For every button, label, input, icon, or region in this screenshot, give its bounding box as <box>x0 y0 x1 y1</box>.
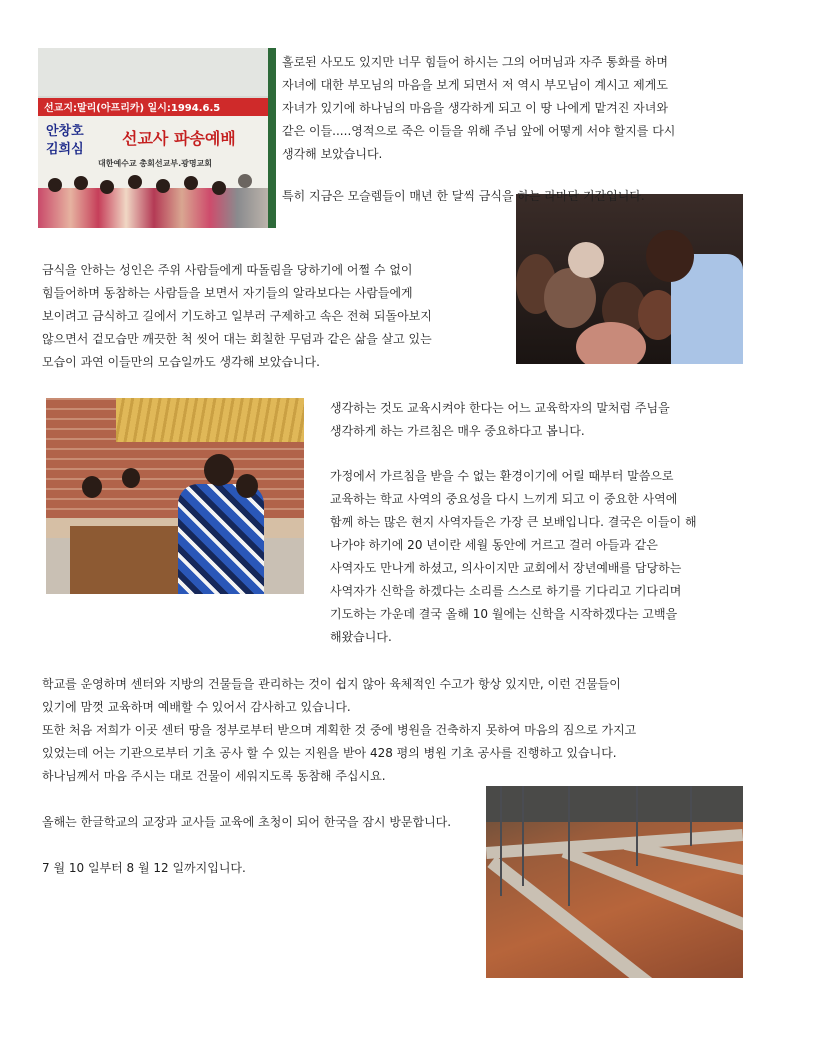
text-line-12: 생각하는 것도 교육시켜야 한다는 어느 교육학자의 말처럼 주님을 <box>330 401 670 415</box>
text-line-3: 자녀가 있기에 하나님의 마음을 생각하게 되고 이 땅 나에게 맡겨진 자녀와 <box>282 101 668 115</box>
text-line-17: 나가야 하기에 20 년이란 세월 동안에 거르고 걸러 아들과 같은 <box>330 538 658 552</box>
text-line-5: 생각해 보았습니다. <box>282 147 383 161</box>
text-line-10: 않으면서 겉모습만 깨끗한 척 씻어 대는 회칠한 무덤과 같은 삶을 살고 있는 <box>42 332 432 346</box>
banner-church: 대한예수교 총회선교부.광명교회 <box>98 159 213 168</box>
banner-title: 선교사 파송예배 <box>122 129 236 148</box>
text-line-20: 기도하는 가운데 결국 올해 10 월에는 신학을 시작하겠다는 고백을 <box>330 607 678 621</box>
text-line-1: 홀로된 사모도 있지만 너무 힘들어 하시는 그의 어머님과 자주 통화를 하며 <box>282 55 668 69</box>
text-line-21: 해왔습니다. <box>330 630 392 644</box>
photo-hospital-foundation <box>486 786 743 978</box>
text-line-25: 있었는데 어는 기관으로부터 기초 공사 할 수 있는 지원을 받아 428 평의 병원 기초 공사를 진행하고 있습니다. <box>42 746 617 760</box>
text-line-2: 자녀에 대한 부모님의 마음을 보게 되면서 저 역시 부모님이 계시고 제게도 <box>282 78 668 92</box>
text-line-19: 사역자가 신학을 하겠다는 소리를 스스로 하기를 기다리고 기다리며 <box>330 584 682 598</box>
text-line-8: 힘들어하며 동참하는 사람들을 보면서 자기들의 알라보다는 사람들에게 <box>42 286 413 300</box>
text-line-22: 학교를 운영하며 센터와 지방의 건물들을 관리하는 것이 쉽지 않아 육체적인 수고가 항상 있지만, 이런 건물들이 <box>42 677 621 691</box>
text-line-4: 같은 이들.....영적으로 죽은 이들을 위해 주님 앞에 어떻게 서야 할지를 다시 <box>282 124 676 138</box>
text-line-28: 7 월 10 일부터 8 월 12 일까지입니다. <box>42 861 246 875</box>
banner-header: 선교지:말리(아프리카) 일시:1994.6.5 <box>44 103 221 114</box>
text-line-27: 올해는 한글학교의 교장과 교사들 교육에 초청이 되어 한국을 잠시 방문합니다. <box>42 815 452 829</box>
text-line-24: 또한 처음 저희가 이곳 센터 땅을 정부로부터 받으며 계획한 것 중에 병원을 건축하지 못하여 마음의 짐으로 가지고 <box>42 723 637 737</box>
text-line-16: 함께 하는 많은 현지 사역자들은 가장 큰 보배입니다. 결국은 이들이 해 <box>330 515 697 529</box>
banner-name-1: 안창호 <box>46 124 84 139</box>
photo-children-gathering <box>516 194 743 364</box>
banner-name-2: 김희심 <box>46 142 84 157</box>
text-line-23: 있기에 맘껏 교육하며 예배할 수 있어서 감사하고 있습니다. <box>42 700 351 714</box>
photo-commissioning-service <box>38 48 276 228</box>
text-line-6: 특히 지금은 모슬렘들이 매년 한 달씩 금식을 하는 라마단 기간입니다. <box>282 189 645 203</box>
text-line-26: 하나님께서 마음 주시는 대로 건물이 세워지도록 동참해 주십시요. <box>42 769 386 783</box>
text-line-13: 생각하게 하는 가르침은 매우 중요하다고 봅니다. <box>330 424 585 438</box>
text-line-9: 보이려고 금식하고 길에서 기도하고 일부러 구제하고 속은 전혀 되돌아보지 <box>42 309 432 323</box>
photo-pulpit-ministry <box>46 398 304 594</box>
text-line-18: 사역자도 만나게 하셨고, 의사이지만 교회에서 장년예배를 담당하는 <box>330 561 682 575</box>
text-line-7: 금식을 안하는 성인은 주위 사람들에게 따돌림을 당하기에 어쩔 수 없이 <box>42 263 413 277</box>
text-line-14: 가정에서 가르침을 받을 수 없는 환경이기에 어릴 때부터 말씀으로 <box>330 469 674 483</box>
text-line-11: 모습이 과연 이들만의 모습일까도 생각해 보았습니다. <box>42 355 320 369</box>
text-line-15: 교육하는 학교 사역의 중요성을 다시 느끼게 되고 이 중요한 사역에 <box>330 492 678 506</box>
